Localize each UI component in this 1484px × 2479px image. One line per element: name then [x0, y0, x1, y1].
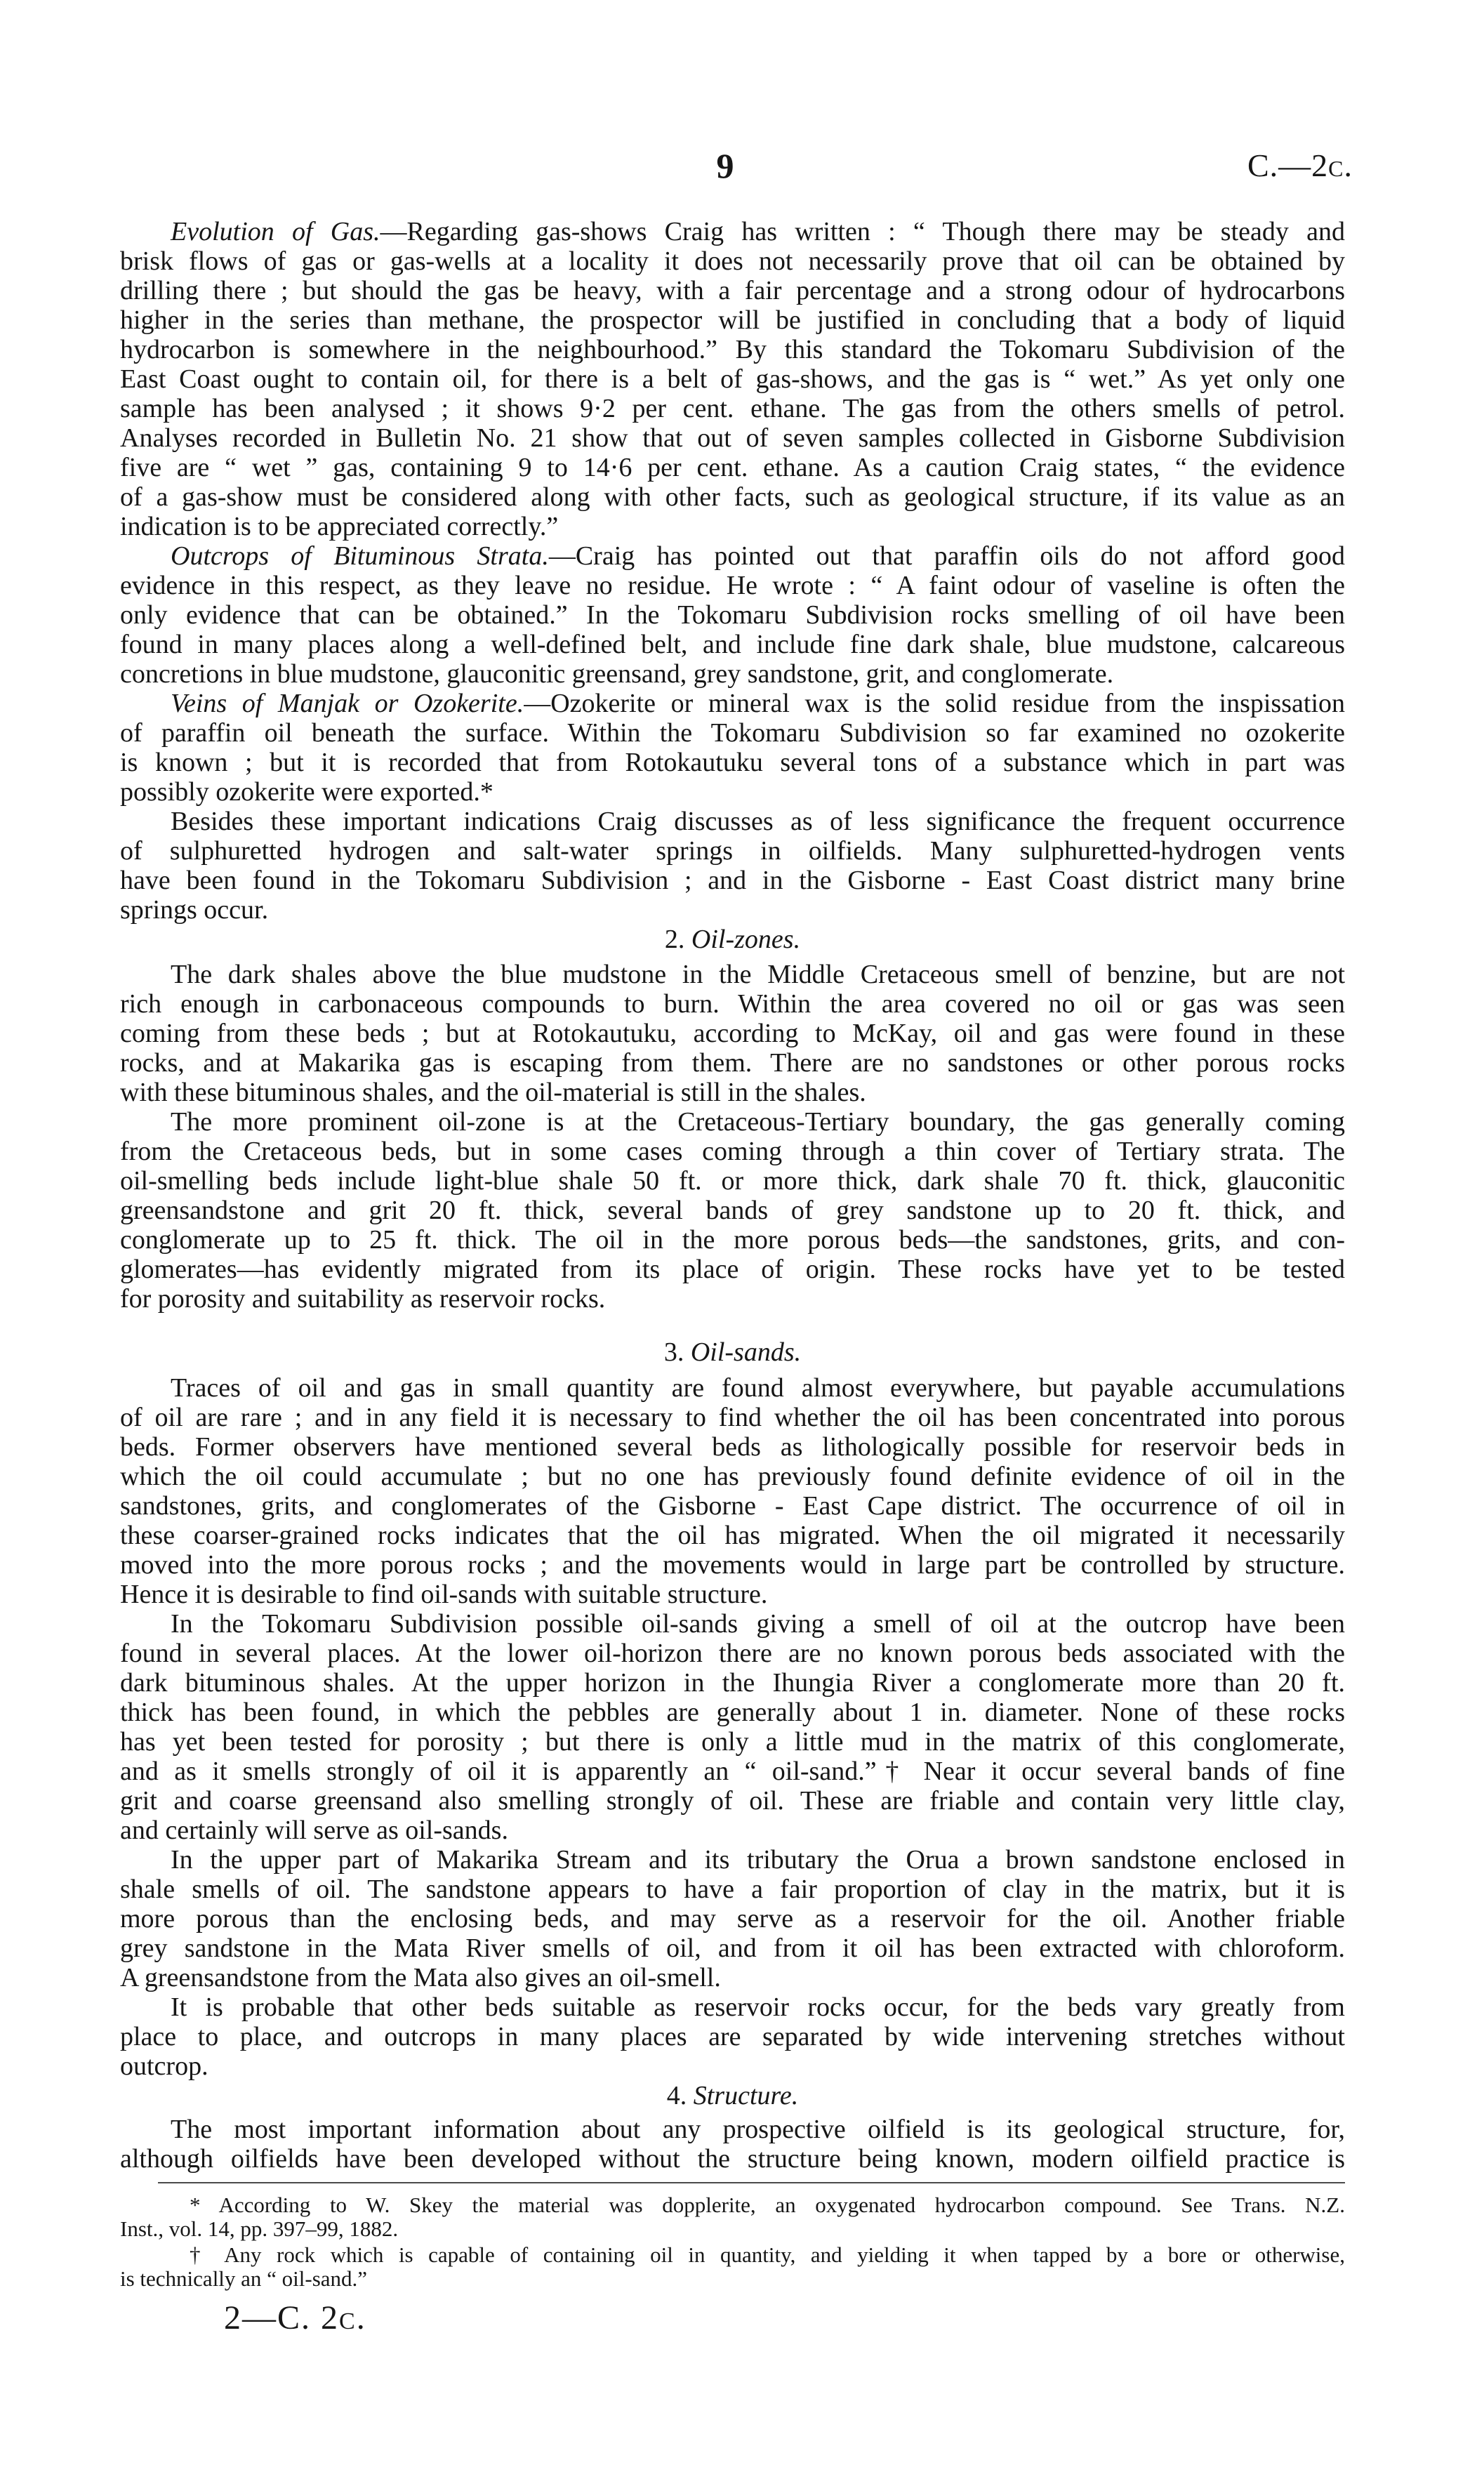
- text-line: found in several places. At the lower oil-horizon there are no known porous beds associated with the: [120, 1639, 1345, 1668]
- body-text: [120, 217, 1345, 2174]
- text-line: five are “ wet ” gas, containing 9 to 14·6 per cent. ethane. As a caution Craig states, “ the evidence: [120, 453, 1345, 482]
- paragraph-other-indications: [120, 807, 1345, 925]
- text-line: dark bituminous shales. At the upper horizon in the Ihungia River a conglomerate more than 20 ft.: [120, 1668, 1345, 1698]
- paragraph-veins-of-manjak-or-ozokerite: [120, 689, 1345, 807]
- text-line: rocks, and at Makarika gas is escaping from them. There are no sandstones or other porous rocks: [120, 1048, 1345, 1078]
- section-number: 2.: [664, 925, 685, 954]
- footnote-dopplerite: [120, 2193, 1345, 2241]
- paragraph-oil-sands-1: [120, 1373, 1345, 1609]
- text-line: for porosity and suitability as reservoir rocks.: [120, 1284, 606, 1314]
- text-line: found in many places along a well-defined belt, and include fine dark shale, blue mudstone, calcareous: [120, 630, 1345, 659]
- section-title: Structure.: [693, 2081, 799, 2110]
- text-line: Traces of oil and gas in small quantity are found almost everywhere, but payable accumulations: [171, 1373, 1345, 1403]
- text-line: brisk flows of gas or gas-wells at a locality it does not necessarily prove that oil can be obtained by: [120, 246, 1345, 276]
- section-number: 4.: [666, 2081, 687, 2110]
- text-line: and certainly will serve as oil-sands.: [120, 1816, 508, 1845]
- text-line: shale smells of oil. The sandstone appears to have a fair proportion of clay in the matrix, but it is: [120, 1875, 1345, 1904]
- text-line: grey sandstone in the Mata River smells of oil, and from it oil has been extracted with chloroform.: [120, 1933, 1345, 1963]
- text-line: although oilfields have been developed without the structure being known, modern oilfield practice is: [120, 2144, 1345, 2174]
- text-line: A greensandstone from the Mata also gives an oil-smell.: [120, 1963, 721, 1992]
- paragraph-evolution-of-gas: [120, 217, 1345, 541]
- text-line: In the Tokomaru Subdivision possible oil-sands giving a smell of oil at the outcrop have been: [171, 1609, 1345, 1639]
- text-line: sandstones, grits, and conglomerates of the Gisborne - East Cape district. The occurrence of oil in: [120, 1491, 1345, 1521]
- text-line: The more prominent oil-zone is at the Cretaceous-Tertiary boundary, the gas generally coming: [171, 1107, 1345, 1137]
- paragraph-structure-1: [120, 2115, 1345, 2174]
- text-line: Analyses recorded in Bulletin No. 21 show that out of seven samples collected in Gisborne Subdivision: [120, 423, 1345, 453]
- text-line: oil-smelling beds include light-blue shale 50 ft. or more thick, dark shale 70 ft. thick, glauconitic: [120, 1166, 1345, 1196]
- text-line: Inst., vol. 14, pp. 397–99, 1882.: [120, 2216, 399, 2241]
- section-number: 3.: [663, 1337, 684, 1367]
- text-line: possibly ozokerite were exported.*: [120, 777, 493, 807]
- text-line: Hence it is desirable to find oil-sands with suitable structure.: [120, 1580, 768, 1609]
- text-line: outcrop.: [120, 2051, 208, 2081]
- text-line: † Any rock which is capable of containing oil in quantity, and yielding it when tapped by a bore or otherwise,: [190, 2242, 1345, 2267]
- text-line: only evidence that can be obtained.” In the Tokomaru Subdivision rocks smelling of oil have been: [120, 600, 1345, 630]
- text-line: place to place, and outcrops in many places are separated by wide intervening stretches without: [120, 2022, 1345, 2051]
- footnotes: [120, 2193, 1345, 2291]
- run-in-heading: Veins of Manjak or Ozokerite.: [171, 689, 524, 718]
- text-line: East Coast ought to contain oil, for there is a belt of gas-shows, and the gas is “ wet.” As yet only one: [120, 364, 1345, 394]
- text-line: grit and coarse greensand also smelling strongly of oil. These are friable and contain very little clay,: [120, 1786, 1345, 1816]
- text-line-content: —Regarding gas-shows Craig has written : “ Though there may be steady and: [380, 217, 1345, 246]
- text-line: sample has been analysed ; it shows 9·2 per cent. ethane. The gas from the others smells of petrol.: [120, 394, 1345, 423]
- text-line: In the upper part of Makarika Stream and its tributary the Orua a brown sandstone enclosed in: [171, 1845, 1345, 1875]
- text-line: from the Cretaceous beds, but in some cases coming through a thin cover of Tertiary strata. The: [120, 1137, 1345, 1166]
- text-line: of sulphuretted hydrogen and salt-water springs in oilfields. Many sulphuretted-hydrogen vents: [120, 836, 1345, 866]
- text-line: glomerates—has evidently migrated from its place of origin. These rocks have yet to be tested: [120, 1255, 1345, 1284]
- text-line: [120, 689, 1345, 718]
- section-title: Oil-zones.: [691, 925, 801, 954]
- text-line: which the oil could accumulate ; but no one has previously found definite evidence of oil in the: [120, 1462, 1345, 1491]
- text-line: and as it smells strongly of oil it is apparently an “ oil-sand.”† Near it occur several bands of fine: [120, 1757, 1345, 1786]
- text-line: [120, 541, 1345, 571]
- text-line: conglomerate up to 25 ft. thick. The oil in the more porous beds—the sandstones, grits, and con-: [120, 1225, 1345, 1255]
- text-line-content: —Craig has pointed out that paraffin oils do not afford good: [548, 541, 1345, 571]
- text-line: drilling there ; but should the gas be heavy, with a fair percentage and a strong odour of hydrocarbons: [120, 276, 1345, 305]
- text-line: have been found in the Tokomaru Subdivision ; and in the Gisborne - East Coast district many brine: [120, 866, 1345, 895]
- text-line: of a gas-show must be considered along with other facts, such as geological structure, if its value as an: [120, 482, 1345, 512]
- text-line: these coarser-grained rocks indicates that the oil has migrated. When the oil migrated it necessarily: [120, 1521, 1345, 1550]
- paragraph-oil-sands-3: [120, 1845, 1345, 1992]
- text-line: has yet been tested for porosity ; but there is only a little mud in the matrix of this conglomerate,: [120, 1727, 1345, 1757]
- text-line: concretions in blue mudstone, glauconitic greensand, grey sandstone, grit, and conglomerate.: [120, 659, 1114, 689]
- text-line: coming from these beds ; but at Rotokautuku, according to McKay, oil and gas were found in these: [120, 1019, 1345, 1048]
- text-line: of oil are rare ; and in any field it is necessary to find whether the oil has been concentrated into porous: [120, 1403, 1345, 1432]
- text-line: greensandstone and grit 20 ft. thick, several bands of grey sandstone up to 20 ft. thick, and: [120, 1196, 1345, 1225]
- text-line: indication is to be appreciated correctly.”: [120, 512, 559, 541]
- text-line: It is probable that other beds suitable as reservoir rocks occur, for the beds vary greatly from: [171, 1992, 1345, 2022]
- text-line-content: —Ozokerite or mineral wax is the solid residue from the inspissation: [524, 689, 1345, 718]
- text-line: hydrocarbon is somewhere in the neighbourhood.” By this standard the Tokomaru Subdivision of the: [120, 335, 1345, 364]
- signature-mark: 2—C. 2c.: [224, 2299, 366, 2336]
- paragraph-oil-zones-1: [120, 960, 1345, 1107]
- paragraph-oil-sands-2: [120, 1609, 1345, 1845]
- text-line: [120, 217, 1345, 246]
- text-line: Besides these important indications Craig discusses as of less significance the frequent occurrence: [171, 807, 1345, 836]
- text-line: of paraffin oil beneath the surface. Within the Tokomaru Subdivision so far examined no ozokerite: [120, 718, 1345, 748]
- text-line: * According to W. Skey the material was dopplerite, an oxygenated hydrocarbon compound. See Trans. N.Z.: [190, 2193, 1345, 2217]
- run-in-heading: Outcrops of Bituminous Strata.: [171, 541, 549, 571]
- paragraph-oil-sands-4: [120, 1992, 1345, 2081]
- page-number: 9: [716, 146, 734, 185]
- text-line: with these bituminous shales, and the oil-material is still in the shales.: [120, 1078, 866, 1107]
- text-line: springs occur.: [120, 895, 269, 925]
- document-reference: C.—2c.: [1247, 147, 1353, 183]
- text-line: moved into the more porous rocks ; and the movements would in large part be controlled by structure.: [120, 1550, 1345, 1580]
- footnote-oil-sand: [120, 2243, 1345, 2291]
- paragraph-outcrops-of-bituminous-strata: [120, 541, 1345, 689]
- paragraph-oil-zones-2: [120, 1107, 1345, 1314]
- run-in-heading: Evolution of Gas.: [171, 217, 380, 246]
- section-heading-oil-zones: [120, 925, 1345, 954]
- text-line: higher in the series than methane, the prospector will be justified in concluding that a body of liquid: [120, 305, 1345, 335]
- text-line: The dark shales above the blue mudstone in the Middle Cretaceous smell of benzine, but are not: [171, 960, 1345, 989]
- text-line: is technically an “ oil-sand.”: [120, 2266, 368, 2291]
- text-line: beds. Former observers have mentioned several beds as lithologically possible for reservoir beds in: [120, 1432, 1345, 1462]
- text-line: rich enough in carbonaceous compounds to burn. Within the area covered no oil or gas was seen: [120, 989, 1345, 1019]
- section-heading-oil-sands: [120, 1337, 1345, 1367]
- text-line: is known ; but it is recorded that from Rotokautuku several tons of a substance which in part was: [120, 748, 1345, 777]
- section-heading-structure: [120, 2081, 1345, 2110]
- footnote-rule: [158, 2182, 1345, 2183]
- text-line: The most important information about any prospective oilfield is its geological structure, for,: [171, 2115, 1345, 2144]
- text-line: more porous than the enclosing beds, and may serve as a reservoir for the oil. Another friable: [120, 1904, 1345, 1933]
- text-line: thick has been found, in which the pebbles are generally about 1 in. diameter. None of these rocks: [120, 1698, 1345, 1727]
- section-title: Oil-sands.: [690, 1337, 802, 1367]
- text-line: evidence in this respect, as they leave no residue. He wrote : “ A faint odour of vaseline is often the: [120, 571, 1345, 600]
